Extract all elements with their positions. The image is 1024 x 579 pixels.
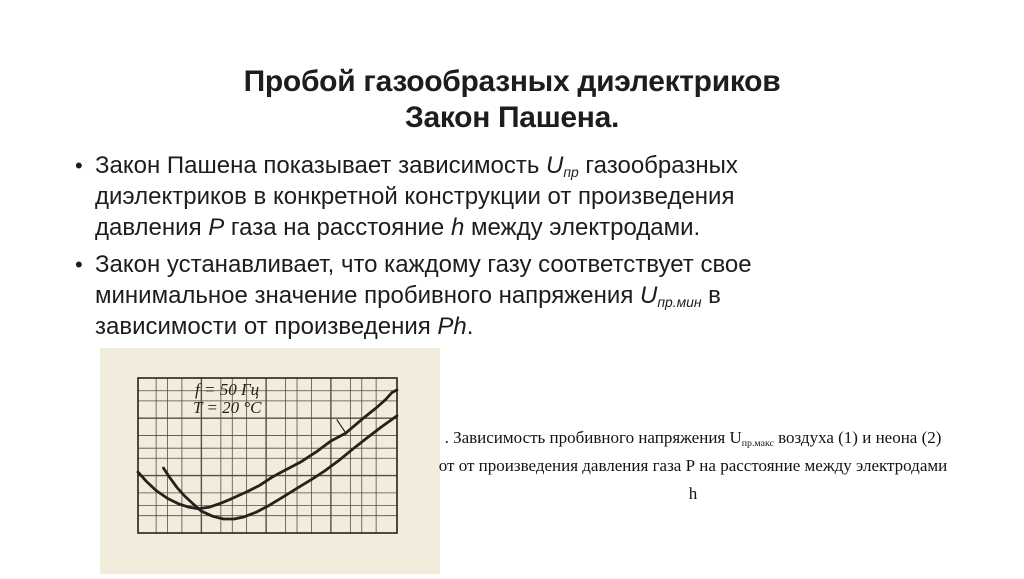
scan-paper	[100, 348, 440, 574]
symbol-u-pr: U	[546, 152, 564, 179]
bullet-text-1: Закон Пашена показывает зависимость $U_{пр}$ газообразных диэлектриков в конкретной конструкции от произведения давления P газа на расстояние h между электродами.	[95, 152, 738, 241]
slide-title-line-1: Пробой газообразных диэлектриков	[243, 65, 781, 99]
caption-subscript: пр.макс	[741, 437, 774, 449]
symbol-p: P	[208, 214, 225, 241]
slide-title-line-2: Закон Пашена.	[404, 101, 620, 135]
svg-text:T = 20 °C: T = 20 °C	[193, 398, 262, 417]
bullet-list	[75, 150, 835, 342]
bullet-text-2: Закон устанавливает, что каждому газу соответствует свое минимальное значение пробивного напряжения $U_{пр.мин}$ в зависимости от произведения Ph.	[95, 251, 752, 340]
bullet-item-2	[75, 249, 835, 342]
bullet-marker: •	[75, 153, 83, 178]
paschen-chart	[100, 348, 440, 574]
paschen-chart-svg	[100, 348, 440, 574]
svg-text:f = 50 Гц: f = 50 Гц	[195, 380, 260, 399]
bullet-item-1	[75, 150, 835, 243]
chart-caption: . Зависимость пробивного напряжения $U_{пр.макс}$ воздуха (1) и неона (2) от от произведения давления газа Р на расстояние между электродами h	[438, 428, 948, 503]
bullet-marker: •	[75, 252, 83, 277]
symbol-ph: Ph	[437, 313, 467, 340]
annotation-conditions	[193, 380, 262, 417]
slide-title	[0, 64, 1024, 136]
symbol-h: h	[450, 214, 465, 241]
symbol-u-pr-min: U	[639, 282, 658, 309]
